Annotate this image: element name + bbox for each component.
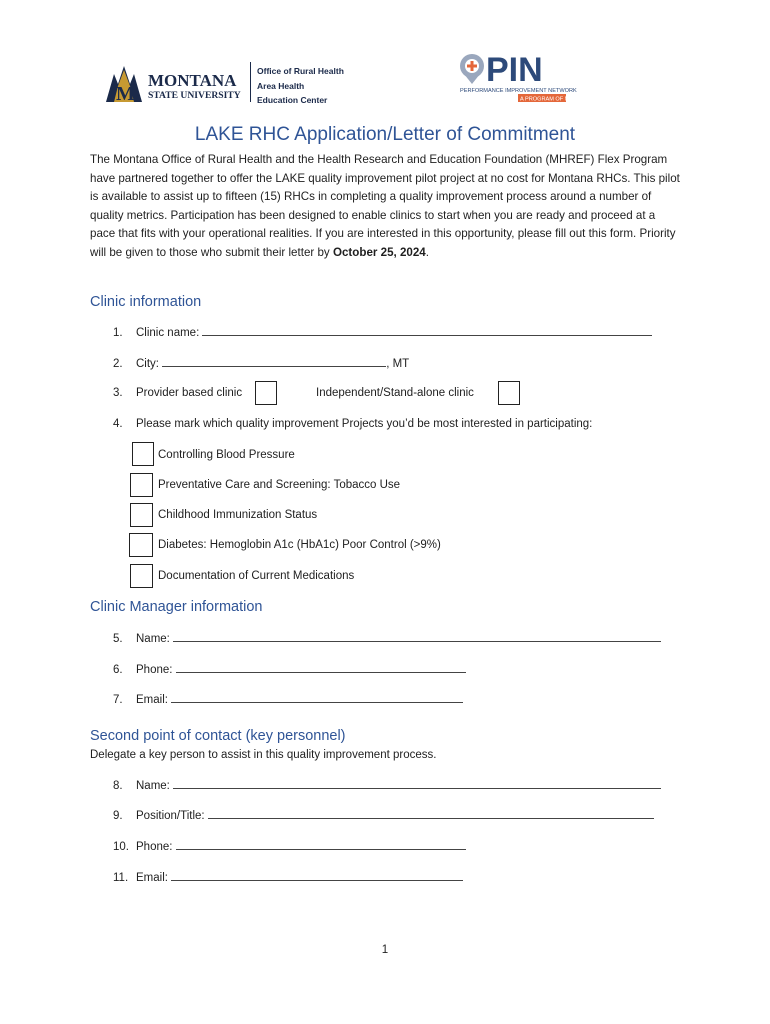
intro-paragraph <box>90 151 680 263</box>
provider-based-checkbox[interactable] <box>255 381 277 405</box>
city-row <box>113 357 409 370</box>
item-number: 1. <box>113 327 123 339</box>
manager-phone-label: Phone: <box>136 664 173 676</box>
projects-prompt-label: Please mark which quality improvement Projects you’d be most interested in participating: <box>136 418 593 430</box>
project-checkbox-immunization[interactable] <box>130 503 153 527</box>
contact-email-row <box>113 871 463 884</box>
contact-title-field[interactable] <box>208 809 654 819</box>
manager-email-field[interactable] <box>171 693 463 703</box>
contact-email-label: Email: <box>136 872 168 884</box>
msu-m-letter: M <box>116 83 135 105</box>
provider-based-label: Provider based clinic <box>136 387 243 399</box>
pin-tagline-2: A PROGRAM OF MHA <box>520 96 578 103</box>
project-checkbox-tobacco[interactable] <box>130 473 153 497</box>
manager-name-row <box>113 632 661 645</box>
item-number: 3. <box>113 387 123 399</box>
intro-end: . <box>425 245 429 259</box>
delegate-instructions: Delegate a key person to assist in this quality improvement process. <box>90 749 437 761</box>
project-checkbox-diabetes[interactable] <box>129 533 153 557</box>
project-label-immunization: Childhood Immunization Status <box>158 509 318 521</box>
independent-checkbox[interactable] <box>498 381 520 405</box>
page-number: 1 <box>381 944 389 956</box>
msu-logo <box>104 62 254 104</box>
item-number: 11. <box>113 872 129 884</box>
clinic-manager-heading: Clinic Manager information <box>90 599 263 615</box>
item-number: 4. <box>113 418 123 430</box>
contact-name-field[interactable] <box>173 779 661 789</box>
item-number: 5. <box>113 633 123 645</box>
provider-row <box>113 387 242 399</box>
project-checkbox-medications[interactable] <box>130 564 153 588</box>
clinic-information-heading: Clinic information <box>90 294 202 310</box>
manager-phone-row <box>113 663 466 676</box>
second-contact-heading: Second point of contact (key personnel) <box>90 728 346 744</box>
msu-logo-line1: MONTANA <box>148 71 237 90</box>
item-number: 8. <box>113 780 123 792</box>
manager-name-field[interactable] <box>173 632 661 642</box>
independent-label: Independent/Stand-alone clinic <box>316 387 474 399</box>
logo-divider <box>250 62 251 102</box>
city-field[interactable] <box>162 357 386 367</box>
contact-phone-label: Phone: <box>136 841 173 853</box>
clinic-name-field[interactable] <box>202 326 652 336</box>
state-suffix: , MT <box>386 358 410 370</box>
project-label-medications: Documentation of Current Medications <box>158 570 355 582</box>
manager-name-label: Name: <box>136 633 170 645</box>
project-label-diabetes: Diabetes: Hemoglobin A1c (HbA1c) Poor Control (>9%) <box>158 539 441 551</box>
pin-tagline-1: PERFORMANCE IMPROVEMENT NETWORK <box>460 88 577 94</box>
contact-name-label: Name: <box>136 780 170 792</box>
item-number: 2. <box>113 358 123 370</box>
clinic-name-label: Clinic name: <box>136 327 200 339</box>
msu-logo-line2: STATE UNIVERSITY <box>148 90 241 101</box>
projects-prompt-row <box>113 418 592 430</box>
pin-logo-text: PIN <box>486 51 543 89</box>
item-number: 9. <box>113 810 123 822</box>
manager-email-label: Email: <box>136 694 168 706</box>
pin-logo <box>458 48 578 104</box>
contact-phone-field[interactable] <box>176 840 466 850</box>
contact-name-row <box>113 779 661 792</box>
clinic-name-row <box>113 326 652 339</box>
project-label-tobacco: Preventative Care and Screening: Tobacco Use <box>158 479 401 491</box>
deadline-date: October 25, 2024 <box>332 245 426 259</box>
manager-phone-field[interactable] <box>176 663 466 673</box>
item-number: 7. <box>113 694 123 706</box>
page-title: LAKE RHC Application/Letter of Commitment <box>194 124 576 145</box>
office-of-rural-health-label <box>257 64 344 108</box>
manager-email-row <box>113 693 463 706</box>
office-line-2: Area Health <box>257 80 305 91</box>
contact-email-field[interactable] <box>171 871 463 881</box>
office-line-1: Office of Rural Health <box>257 66 344 76</box>
item-number: 10. <box>113 841 129 853</box>
project-label-blood-pressure: Controlling Blood Pressure <box>158 449 295 461</box>
intro-text: The Montana Office of Rural Health and the Health Research and Education Foundation (MHREF) Flex Program have partnered together to offer the LAKE quality improvement pilot project at no cost for Montana RHCs. This pilot is available to assist up to fifteen (15) RHCs in completing a quality improvement process around a number of quality metrics. Participation has been designed to enable clinics to start when you are ready and proceed at a pace that fits with your operational realities. If you are interested in this opportunity, please fill out this form. Priority will be given to those who submit their letter by <box>90 153 680 259</box>
contact-title-row <box>113 809 654 822</box>
project-checkbox-blood-pressure[interactable] <box>132 442 154 466</box>
contact-title-label: Position/Title: <box>136 810 205 822</box>
office-line-3: Education Center <box>257 95 328 105</box>
city-label: City: <box>136 358 159 370</box>
contact-phone-row <box>113 840 466 853</box>
item-number: 6. <box>113 664 123 676</box>
